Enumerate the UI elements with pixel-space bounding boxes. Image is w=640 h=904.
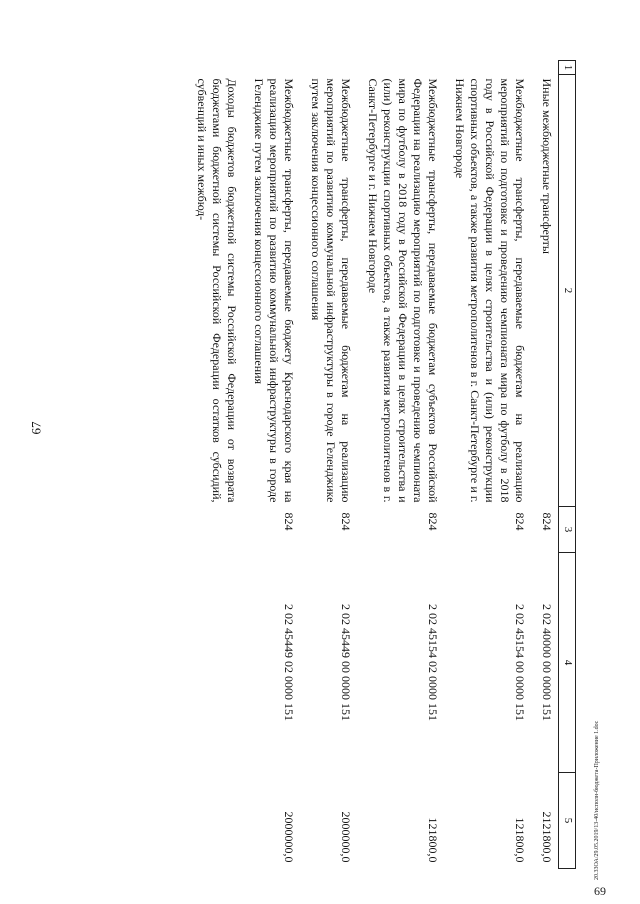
corner-mark: 69 bbox=[594, 884, 606, 898]
row-admin-code: 824 bbox=[339, 512, 354, 531]
row-amount: 2000000,0 bbox=[339, 811, 354, 863]
row-name: Межбюджетные трансферты, передаваемые бюджетам субъектов Российской Федерации на реализацию мероприятий по подготовке и проведению чемпионата мира по футболу в 2018 году в Российской Федерации в целях строительства и (или) реконструкции спортивных объектов, а также развития метрополитенов в г. Санкт-Петербурге и г. Нижнем Новгороде bbox=[366, 78, 441, 503]
header-cell-5: 5 bbox=[559, 773, 576, 869]
table-row bbox=[444, 61, 531, 869]
row-amount: 2000000,0 bbox=[282, 811, 297, 863]
file-path-note: 20.33ОА/29.05.2019/13-40/исполн-бюджета-Приложение 1.doc bbox=[594, 720, 600, 880]
table-row bbox=[300, 61, 357, 869]
row-admin-code: 824 bbox=[540, 512, 555, 531]
row-name: Доходы бюджетов бюджетной системы Российской Федерации от возврата бюджетами бюджетной системы Российской Федерации остатков субсидий, субвенций и иных межбюд- bbox=[195, 78, 240, 503]
table-row bbox=[531, 61, 559, 869]
row-budget-code: 2 02 45154 00 0000 151 bbox=[513, 604, 528, 721]
table-row bbox=[186, 61, 243, 869]
row-name: Межбюджетные трансферты, передаваемые бюджетам на реализацию мероприятий по подготовке и проведению чемпионата мира по футболу в 2018 году в Российской Федерации в целях строительства и (или) реконструкции спортивных объектов, а также развития метрополитенов в г. Санкт-Петербурге и г. Нижнем Новгороде bbox=[453, 78, 528, 503]
row-amount: 121800,0 bbox=[513, 817, 528, 863]
row-budget-code: 2 02 45449 02 0000 151 bbox=[282, 604, 297, 721]
row-admin-code: 824 bbox=[513, 512, 528, 531]
row-amount bbox=[186, 773, 243, 869]
table-row bbox=[357, 61, 444, 869]
row-budget-code: 2 02 45449 00 0000 151 bbox=[339, 604, 354, 721]
row-budget-code: 2 02 45154 02 0000 151 bbox=[426, 604, 441, 721]
row-name: Иные межбюджетные трансферты bbox=[540, 78, 555, 254]
page-number: 67 bbox=[28, 421, 44, 435]
row-admin-code bbox=[186, 507, 243, 553]
row-admin-code: 824 bbox=[426, 512, 441, 531]
rotated-document bbox=[106, 60, 576, 868]
header-cell-4: 4 bbox=[559, 553, 576, 773]
revenue-table bbox=[186, 60, 576, 869]
row-budget-code bbox=[186, 553, 243, 773]
row-admin-code: 824 bbox=[282, 512, 297, 531]
header-cell-1: 1 bbox=[559, 61, 576, 75]
row-name: Межбюджетные трансферты, передаваемые бюджетам на реализацию мероприятий по развитию коммунальной инфраструктуры в городе Геленджике путем заключения концессионного соглашения bbox=[309, 78, 354, 503]
header-cell-3: 3 bbox=[559, 507, 576, 553]
table-row bbox=[243, 61, 300, 869]
header-row bbox=[559, 61, 576, 869]
row-amount: 121800,0 bbox=[426, 817, 441, 863]
row-name: Межбюджетные трансферты, передаваемые бюджету Краснодарского края на реализацию мероприятий по развитию коммунальной инфраструктуры в городе Геленджике путем заключения концессионного соглашения bbox=[252, 78, 297, 503]
row-amount: 2121800,0 bbox=[540, 811, 555, 863]
header-cell-2: 2 bbox=[559, 75, 576, 507]
row-budget-code: 2 02 40000 00 0000 151 bbox=[540, 604, 555, 721]
